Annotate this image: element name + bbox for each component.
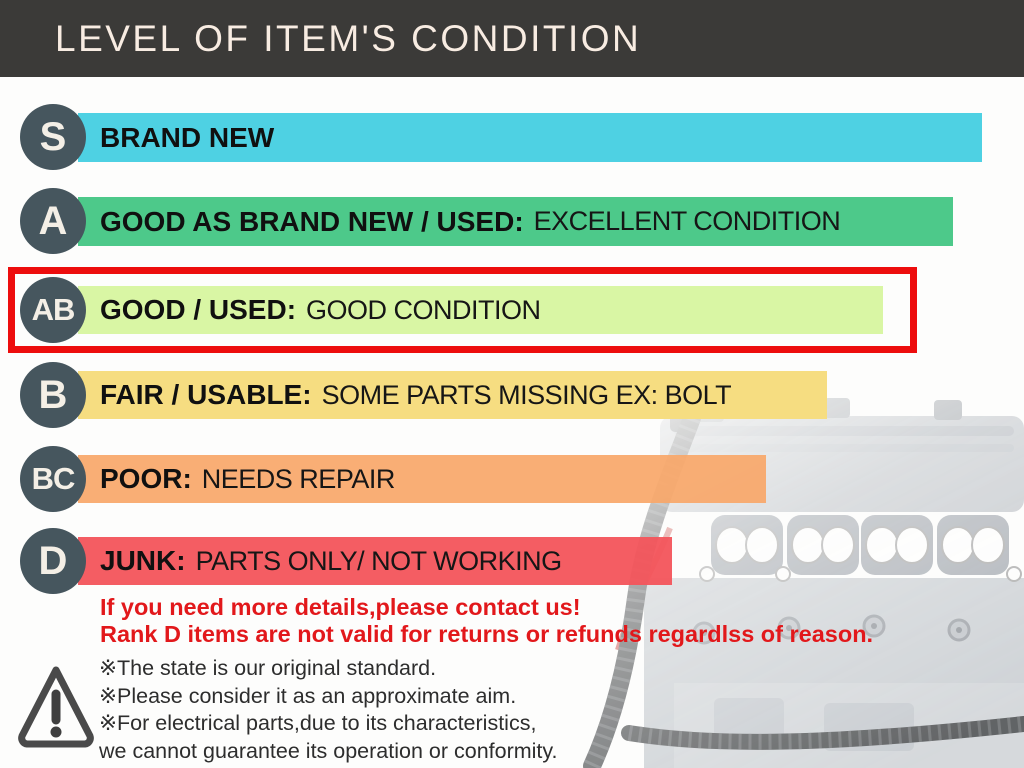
disclaimer-line: we cannot guarantee its operation or conformity.: [99, 738, 558, 763]
condition-label: FAIR / USABLE:: [100, 379, 312, 410]
grade-letter: S: [39, 114, 67, 159]
disclaimer-line: ※For electrical parts,due to its characteristics,: [99, 711, 537, 735]
contact-note-line1: If you need more details,please contact us!: [100, 594, 581, 620]
condition-label: JUNK:: [100, 545, 186, 576]
condition-detail: NEEDS REPAIR: [201, 463, 395, 494]
condition-bar-d: [78, 537, 672, 585]
condition-bar-bc: [78, 455, 766, 503]
grade-badge-ab: [20, 277, 86, 343]
disclaimer-notes: [99, 655, 558, 765]
contact-note: [100, 594, 873, 648]
grade-letter: D: [38, 538, 68, 583]
grade-badge-b: [20, 362, 86, 428]
disclaimer-line: ※Please consider it as an approximate aim.: [99, 683, 517, 708]
warning-triangle-icon: [14, 660, 98, 750]
condition-detail: EXCELLENT CONDITION: [533, 206, 841, 236]
contact-note-line2: Rank D items are not valid for returns or refunds regardlss of reason.: [100, 621, 874, 647]
grade-badge-d: [20, 528, 86, 594]
grade-letter: AB: [31, 292, 75, 327]
condition-label: POOR:: [100, 463, 192, 494]
grade-letter: BC: [31, 461, 75, 496]
header-bar: [0, 0, 1024, 77]
condition-bar-b: [78, 371, 827, 419]
condition-label: GOOD / USED:: [100, 294, 297, 325]
intake-ports: [700, 515, 1021, 581]
grade-letter: A: [38, 198, 68, 243]
grade-letter: B: [38, 372, 68, 417]
condition-label: BRAND NEW: [100, 121, 275, 153]
condition-detail: GOOD CONDITION: [306, 294, 541, 325]
disclaimer-line: ※The state is our original standard.: [99, 656, 437, 680]
condition-bar-s: [78, 113, 982, 162]
condition-detail: PARTS ONLY/ NOT WORKING: [195, 545, 562, 576]
grade-badge-a: [20, 188, 86, 254]
page-title: LEVEL OF ITEM'S CONDITION: [55, 17, 642, 59]
condition-label: GOOD AS BRAND NEW / USED:: [100, 205, 524, 237]
grade-badge-s: [20, 104, 86, 170]
condition-bar-a: [78, 197, 953, 246]
condition-detail: SOME PARTS MISSING EX: BOLT: [321, 379, 732, 410]
condition-bar-ab: [78, 286, 883, 334]
grade-badge-bc: [20, 446, 86, 512]
